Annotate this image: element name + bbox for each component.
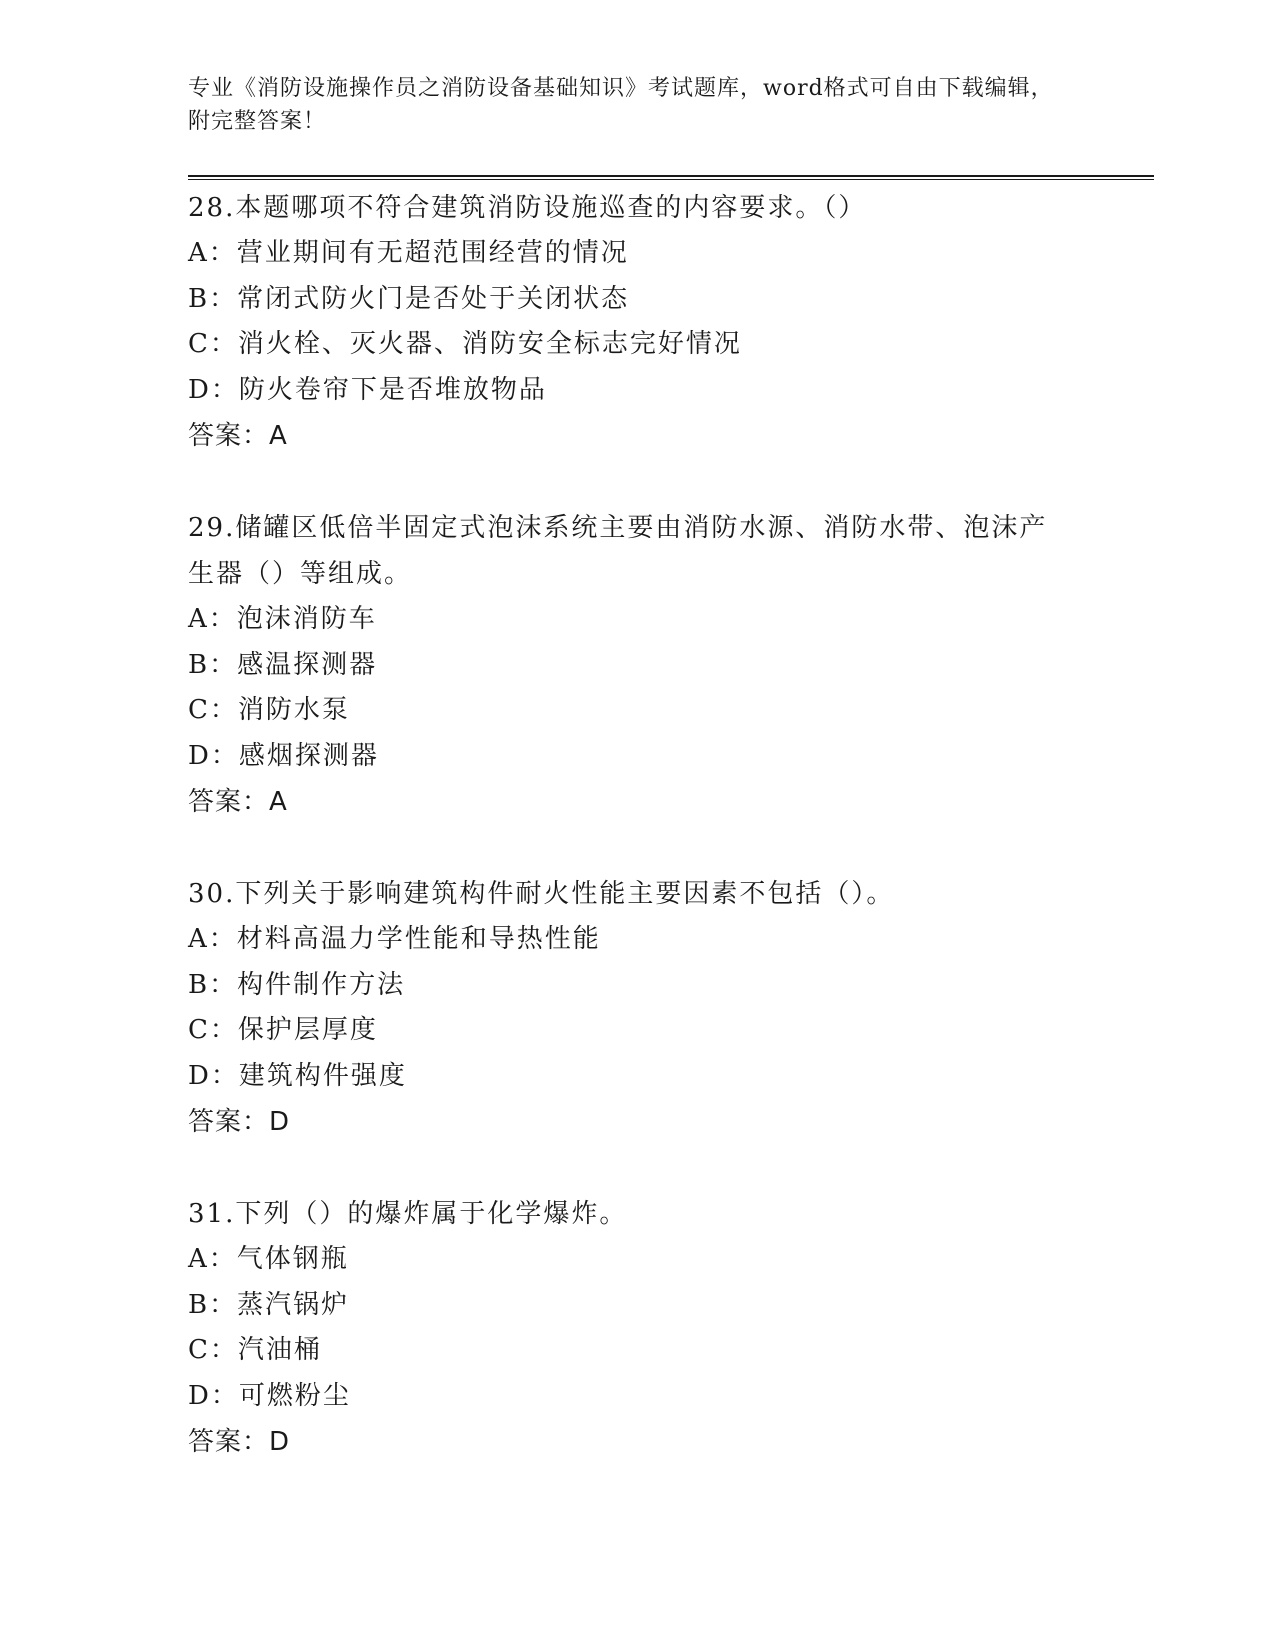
answer-line: 答案：D [188,1107,291,1137]
question-title: 29.储罐区低倍半固定式泡沫系统主要由消防水源、消防水带、泡沫产生器（）等组成。 [188,513,1048,589]
option-c: C：汽油桶 [188,1335,322,1365]
document-page [188,72,1148,1511]
question-list [188,185,1148,1465]
option-c: C：保护层厚度 [188,1015,378,1045]
option-b: B：构件制作方法 [188,969,406,1000]
option-d: D：可燃粉尘 [188,1380,351,1411]
answer-line: 答案：A [188,421,288,451]
question-title: 30.下列关于影响建筑构件耐火性能主要因素不包括（）。 [188,879,895,909]
answer-line: 答案：D [188,1427,291,1457]
question-29 [188,505,1148,825]
question-31 [188,1191,1148,1465]
option-c: C：消火栓、灭火器、消防安全标志完好情况 [188,329,742,359]
option-b: B：感温探测器 [188,649,378,680]
question-28 [188,185,1148,459]
question-title: 28.本题哪项不符合建筑消防设施巡查的内容要求。（） [188,193,867,223]
document-header: 专业《消防设施操作员之消防设备基础知识》考试题库，word格式可自由下载编辑，附完整答案！ [188,76,1054,134]
option-a: A：泡沫消防车 [188,604,377,634]
option-b: B：蒸汽锅炉 [188,1289,350,1320]
option-c: C：消防水泵 [188,695,350,725]
option-d: D：防火卷帘下是否堆放物品 [188,374,547,405]
header-divider [188,175,1154,180]
option-a: A：材料高温力学性能和导热性能 [188,924,601,954]
option-d: D：感烟探测器 [188,740,379,771]
question-30 [188,871,1148,1145]
question-title: 31.下列（）的爆炸属于化学爆炸。 [188,1199,628,1229]
option-a: A：营业期间有无超范围经营的情况 [188,238,629,268]
option-b: B：常闭式防火门是否处于关闭状态 [188,283,630,314]
answer-line: 答案：A [188,787,288,817]
option-a: A：气体钢瓶 [188,1244,349,1274]
option-d: D：建筑构件强度 [188,1060,407,1091]
